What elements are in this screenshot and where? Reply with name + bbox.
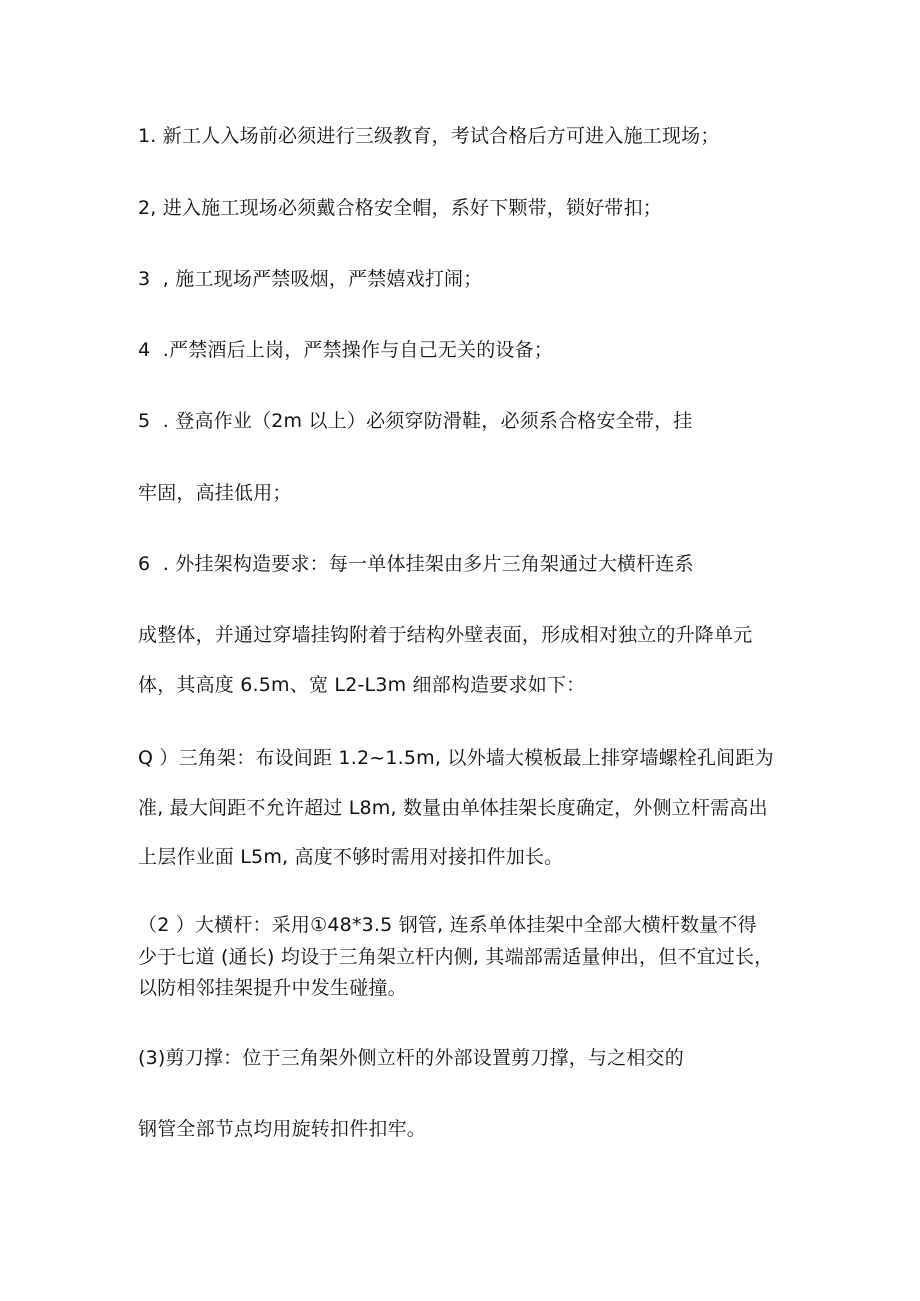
sub-2-line-1: （2 ）大横杆：采用①48*3.5 钢管, 连系单体挂架中全部大横杆数量不得 xyxy=(138,914,757,936)
rule-5-line-2: 牢固，高挂低用； xyxy=(138,482,292,504)
sub-1-line-3: 上层作业面 L5m, 高度不够时需用对接扣件加长。 xyxy=(138,846,564,868)
sub-1-line-1: Q ）三角架：布设间距 1.2~1.5m, 以外墙大模板最上排穿墙螺栓孔间距为 xyxy=(138,747,774,769)
sub-3-line-1: (3)剪刀撑：位于三角架外侧立杆的外部设置剪刀撑，与之相交的 xyxy=(138,1047,684,1069)
rule-4-line: 4 .严禁酒后上岗，严禁操作与自己无关的设备； xyxy=(138,339,554,361)
sub-1-line-2: 准, 最大间距不允许超过 L8m, 数量由单体挂架长度确定，外侧立杆需高出 xyxy=(138,797,768,819)
rule-6-line-2: 成整体，并通过穿墙挂钩附着于结构外壁表面，形成相对独立的升降单元 xyxy=(138,624,753,646)
rule-3-line: 3 , 施工现场严禁吸烟，严禁嬉戏打闹； xyxy=(138,268,483,290)
rule-6-line-1: 6 . 外挂架构造要求：每一单体挂架由多片三角架通过大横杆连系 xyxy=(138,553,694,575)
rule-2-line: 2, 进入施工现场必须戴合格安全帽，系好下颗带，锁好带扣； xyxy=(138,197,662,219)
rule-6-line-3: 体，其高度 6.5m、宽 L2-L3m 细部构造要求如下： xyxy=(138,674,586,696)
rule-5-line-1: 5 . 登高作业（2m 以上）必须穿防滑鞋，必须系合格安全带，挂 xyxy=(138,410,693,432)
sub-2-line-2: 少于七道 (通长) 均设于三角架立杆内侧, 其端部需适量伸出，但不宜过长， xyxy=(138,946,774,968)
sub-2-line-3: 以防相邻挂架提升中发生碰撞。 xyxy=(138,977,407,999)
sub-3-line-2: 钢管全部节点均用旋转扣件扣牢。 xyxy=(138,1118,427,1140)
rule-1-line: 1. 新工人入场前必须进行三级教育，考试合格后方可进入施工现场； xyxy=(138,125,720,147)
